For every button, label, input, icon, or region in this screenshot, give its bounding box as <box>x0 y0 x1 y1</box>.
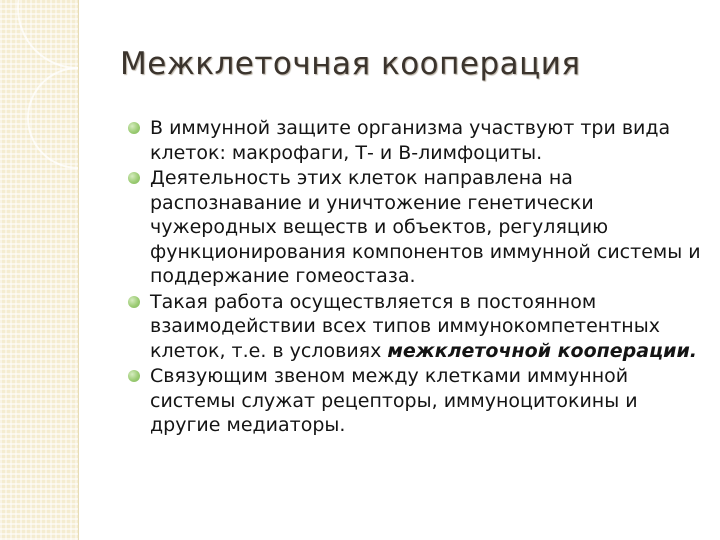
bullet-list <box>128 116 703 439</box>
bullet-text: Деятельность этих клеток направлена на распознавание и уничтожение генетически чужеродных веществ и объектов, регуляцию функционирования компонентов иммунной системы и поддержание гомеостаза. <box>150 167 701 287</box>
bullet-item <box>128 166 703 289</box>
bullet-item <box>128 364 703 438</box>
bullet-dot-icon <box>128 172 140 184</box>
bullet-dot-icon <box>128 370 140 382</box>
bullet-dot-icon <box>128 296 140 308</box>
slide-title: Межклеточная кооперация <box>120 46 581 82</box>
emphasized-term: межклеточной кооперации. <box>387 339 697 362</box>
decorative-side-band <box>0 0 79 540</box>
bullet-item <box>128 116 703 165</box>
bullet-text: Такая работа осуществляется в постоянном взаимодействии всех типов иммунокомпетентных клеток, т.е. в условиях <box>150 290 660 362</box>
bullet-text: Связующим звеном между клетками иммунной системы служат рецепторы, иммуноцитокины и другие медиаторы. <box>150 365 638 436</box>
bullet-text: В иммунной защите организма участвуют три вида клеток: макрофаги, Т- и В-лимфоциты. <box>150 117 671 164</box>
decorative-circles <box>0 0 78 540</box>
bullet-dot-icon <box>128 122 140 134</box>
bullet-item <box>128 290 703 364</box>
